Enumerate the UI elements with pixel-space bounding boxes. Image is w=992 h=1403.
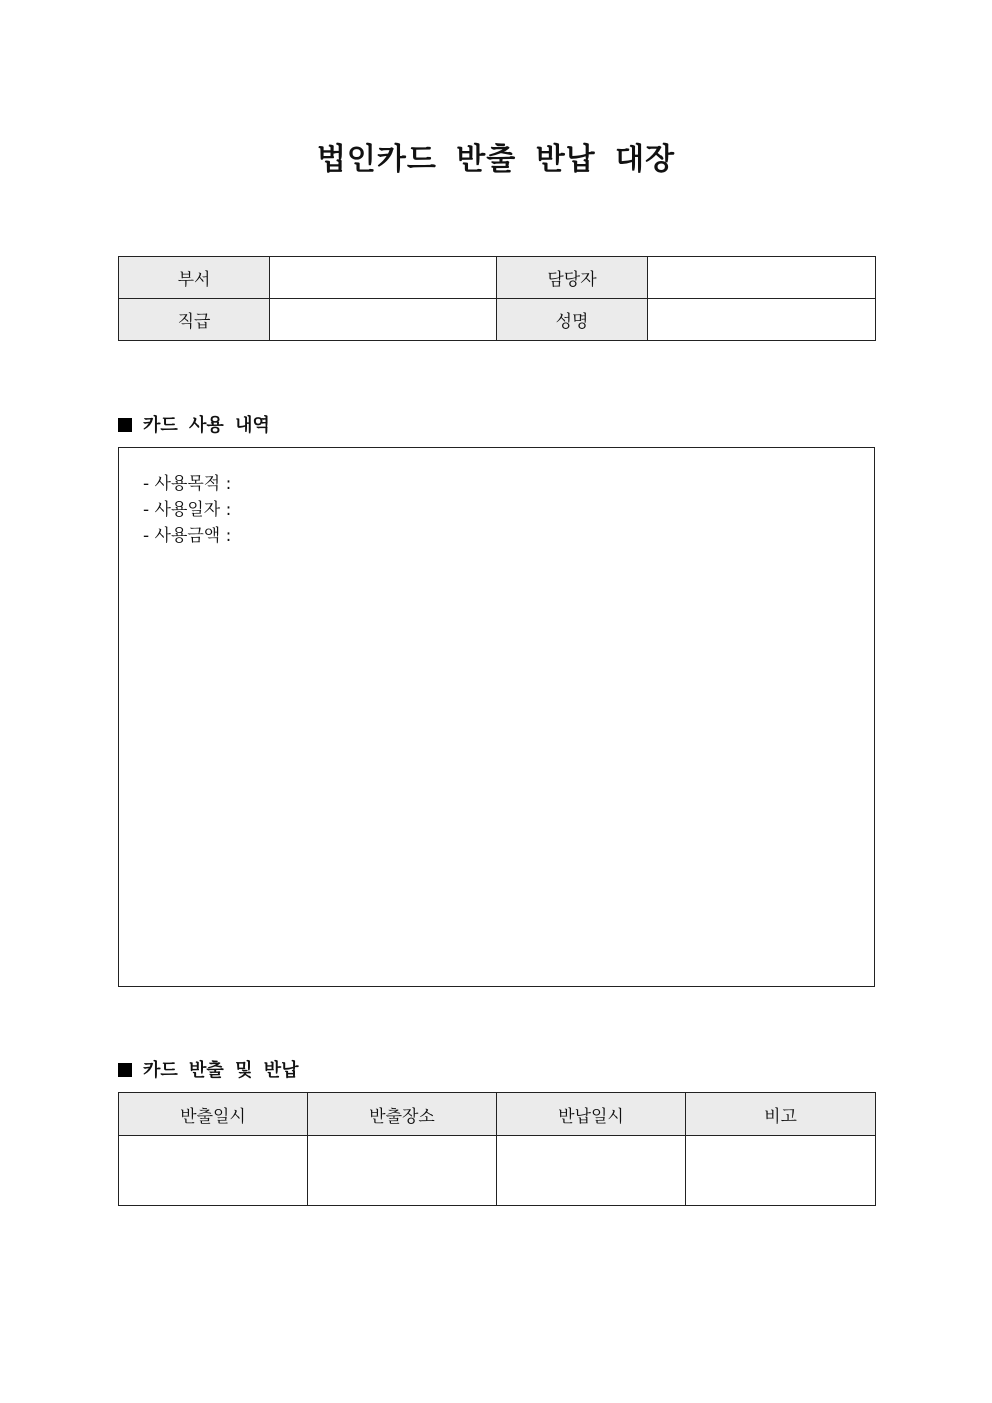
position-field[interactable] bbox=[270, 299, 497, 341]
department-label: 부서 bbox=[119, 257, 270, 299]
column-header-checkout-datetime: 반출일시 bbox=[119, 1093, 308, 1136]
usage-heading-text: 카드 사용 내역 bbox=[143, 415, 270, 436]
column-header-return-datetime: 반납일시 bbox=[497, 1093, 686, 1136]
table-row bbox=[119, 1136, 876, 1206]
checkout-place-cell[interactable] bbox=[308, 1136, 497, 1206]
return-header-row bbox=[119, 1093, 876, 1136]
usage-details-box[interactable] bbox=[118, 447, 875, 987]
return-datetime-cell[interactable] bbox=[497, 1136, 686, 1206]
usage-section-heading bbox=[118, 411, 270, 437]
checkout-datetime-cell[interactable] bbox=[119, 1136, 308, 1206]
usage-amount-line: - 사용금액 : bbox=[143, 526, 232, 546]
department-field[interactable] bbox=[270, 257, 497, 299]
square-bullet-icon bbox=[118, 1063, 132, 1077]
square-bullet-icon bbox=[118, 418, 132, 432]
info-row bbox=[119, 257, 876, 299]
usage-purpose-line: - 사용목적 : bbox=[143, 474, 232, 494]
return-heading-text: 카드 반출 및 반납 bbox=[143, 1060, 299, 1081]
manager-field[interactable] bbox=[648, 257, 876, 299]
document-title: 법인카드 반출 반납 대장 bbox=[316, 142, 676, 177]
manager-label: 담당자 bbox=[497, 257, 648, 299]
usage-date-line: - 사용일자 : bbox=[143, 500, 232, 520]
name-field[interactable] bbox=[648, 299, 876, 341]
column-header-remarks: 비고 bbox=[686, 1093, 876, 1136]
info-row bbox=[119, 299, 876, 341]
name-label: 성명 bbox=[497, 299, 648, 341]
remarks-cell[interactable] bbox=[686, 1136, 876, 1206]
column-header-checkout-place: 반출장소 bbox=[308, 1093, 497, 1136]
return-table bbox=[118, 1092, 876, 1206]
info-table bbox=[118, 256, 876, 341]
position-label: 직급 bbox=[119, 299, 270, 341]
return-section-heading bbox=[118, 1056, 299, 1082]
